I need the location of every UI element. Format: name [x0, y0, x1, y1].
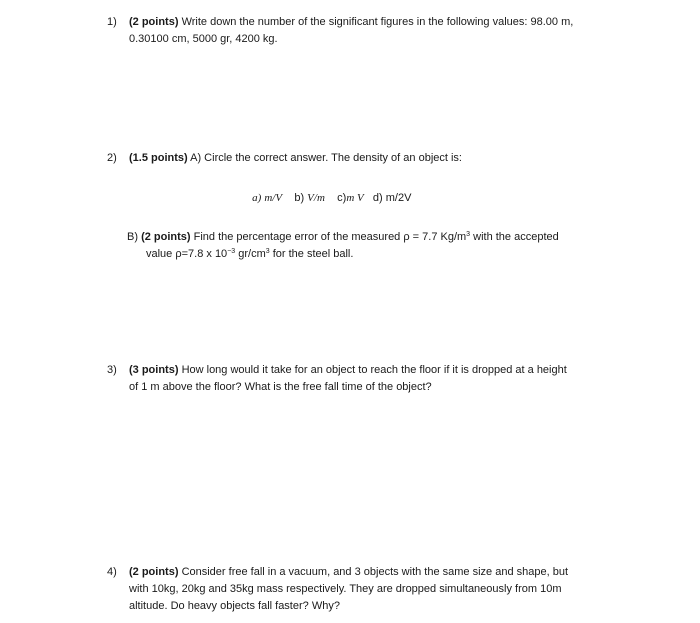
- question-2-points: (1.5 points): [129, 152, 188, 164]
- choice-c[interactable]: [337, 192, 364, 204]
- choice-a[interactable]: [252, 192, 282, 204]
- part-b-label: B): [127, 231, 138, 243]
- choice-a-label: a): [252, 192, 262, 204]
- choice-b-label: b): [294, 192, 305, 204]
- choice-b-value: V/m: [307, 192, 325, 204]
- choice-c-label: c): [337, 192, 347, 204]
- question-4-text-line2: with 10kg, 20kg and 35kg mass respectively. They are dropped simultaneously from 10m: [129, 583, 562, 595]
- part-b-line2-post: for the steel ball.: [269, 248, 354, 260]
- question-2-choices: [246, 180, 411, 204]
- question-3-text-line1: How long would it take for an object to reach the floor if it is dropped at a height: [181, 364, 567, 376]
- question-2-number: 2): [107, 152, 117, 164]
- question-1-text-line1: Write down the number of the significant figures in the following values: 98.00 m,: [181, 16, 574, 28]
- part-b-line2-mid: gr/cm: [235, 248, 266, 260]
- question-4-text-line3: altitude. Do heavy objects fall faster? Why?: [129, 600, 340, 612]
- part-b-points: (2 points): [141, 231, 191, 243]
- part-b-line1-post: with the accepted: [470, 231, 559, 243]
- question-3-points: (3 points): [129, 364, 179, 376]
- part-b-line2-sup1: −3: [227, 248, 236, 255]
- choice-d-label: d): [372, 192, 383, 204]
- question-1-text-line2: 0.30100 cm, 5000 gr, 4200 kg.: [129, 33, 278, 45]
- part-b-line1-sup: 3: [466, 231, 471, 238]
- question-4: [107, 564, 667, 615]
- question-1: [107, 14, 647, 48]
- question-1-number: 1): [107, 16, 117, 28]
- question-3: [107, 362, 647, 396]
- choice-b[interactable]: [294, 192, 325, 204]
- question-1-points: (2 points): [129, 16, 179, 28]
- question-4-text-line1: Consider free fall in a vacuum, and 3 objects with the same size and shape, but: [181, 566, 569, 578]
- part-b-line1-pre: Find the percentage error of the measured ρ = 7.7 Kg/m: [193, 231, 467, 243]
- choice-a-value: m/V: [264, 192, 283, 204]
- part-b-line2-sup2: 3: [265, 248, 270, 255]
- question-4-number: 4): [107, 566, 117, 578]
- choice-d-value: m/2V: [385, 192, 412, 204]
- choice-d[interactable]: [373, 192, 412, 204]
- question-4-points: (2 points): [129, 566, 179, 578]
- question-3-number: 3): [107, 364, 117, 376]
- choice-c-value: m V: [346, 192, 364, 204]
- question-2-text: A) Circle the correct answer. The density of an object is:: [190, 152, 462, 164]
- part-b-line2-pre: value ρ=7.8 x 10: [146, 248, 228, 260]
- question-3-text-line2: of 1 m above the floor? What is the free fall time of the object?: [129, 381, 432, 393]
- question-2-part-b: [127, 229, 627, 263]
- question-2: [107, 150, 647, 167]
